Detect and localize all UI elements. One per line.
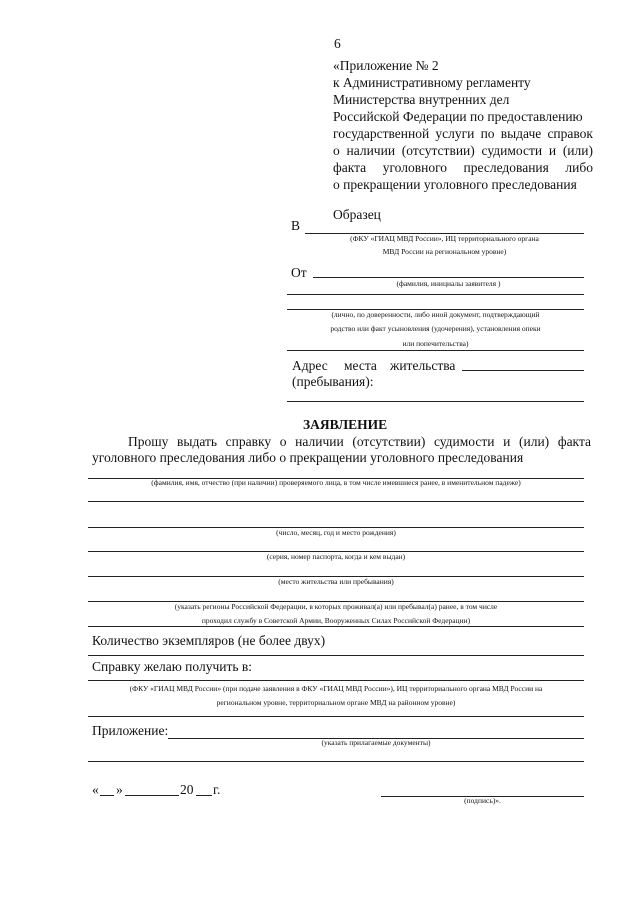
basis-caption: родство или факт усыновления (удочерения), установления опеки (330, 324, 541, 333)
address-label-word: жительства (390, 358, 456, 373)
receive-field-line[interactable] (88, 680, 584, 681)
year-prefix: 20 (180, 782, 194, 797)
to-caption: (ФКУ «ГИАЦ МВД России», ИЦ территориального органа (350, 234, 539, 243)
appendix-line: факта уголовного преследования либо (333, 160, 593, 175)
fio-caption: (фамилия, имя, отчество (при наличии) проверяемого лица, в том числе имевшиеся ранее, в именительном падеже) (151, 478, 521, 487)
from-field-line-2[interactable] (287, 294, 584, 295)
basis-caption: (лично, по доверенности, либо иной документ, подтверждающий (331, 310, 540, 319)
appendix-line: к Административному регламенту (333, 75, 531, 90)
page-number: 6 (334, 36, 341, 51)
to-label: В (291, 218, 301, 233)
receive-line-bottom (88, 716, 584, 717)
passport-caption: (серия, номер паспорта, когда и кем выдан) (266, 552, 406, 561)
basis-line-bottom (287, 350, 584, 351)
year-field-line[interactable] (196, 795, 212, 796)
statement-body: Прошу выдать справку о наличии (отсутствии) судимости и (или) факта (128, 434, 591, 449)
attachment-caption: (указать прилагаемые документы) (321, 738, 431, 747)
from-field-line[interactable] (313, 277, 584, 278)
statement-title: ЗАЯВЛЕНИЕ (303, 417, 388, 432)
appendix-line: «Приложение № 2 (333, 58, 439, 73)
to-caption: МВД России на региональном уровне) (382, 247, 507, 256)
copies-label: Количество экземпляров (не более двух) (92, 633, 326, 648)
appendix-line: о наличии (отсутствии) судимости и (или) (333, 143, 593, 158)
appendix-line: Российской Федерации по предоставлению (333, 109, 583, 124)
quote-close: » (116, 782, 123, 797)
address-label-word: Адрес (292, 358, 328, 373)
receive-caption: региональном уровне, территориальном органе МВД на районном уровне) (216, 698, 456, 707)
regions-caption: (указать регионы Российской Федерации, в которых проживал(а) или пребывал(а) ранее, в том числе (174, 602, 498, 611)
basis-caption: или попечительства) (402, 339, 469, 348)
fio-field-line-2[interactable] (88, 501, 584, 502)
regions-line-bottom (88, 626, 584, 627)
address-label-word: места (344, 358, 377, 373)
quote-open: « (92, 782, 99, 797)
from-label: От (291, 265, 307, 280)
receive-caption: (ФКУ «ГИАЦ МВД России» (при подаче заявления в ФКУ «ГИАЦ МВД России»), ИЦ территориального органа МВД России на (129, 684, 543, 693)
regions-caption: проходил службу в Советской Армии, Вооруженных Силах Российской Федерации) (201, 616, 471, 625)
address-field-line-2[interactable] (287, 401, 584, 402)
month-field-line[interactable] (125, 795, 179, 796)
sample-label: Образец (333, 207, 381, 222)
statement-body: уголовного преследования либо о прекращении уголовного преследования (92, 450, 524, 465)
attachment-field-line-2[interactable] (88, 761, 584, 762)
appendix-line: о прекращении уголовного преследования (333, 177, 577, 192)
residence-caption: (место жительства или пребывания) (278, 577, 394, 586)
appendix-line: Министерства внутренних дел (333, 92, 510, 107)
address-field-line[interactable] (462, 370, 584, 371)
appendix-line: государственной услуги по выдаче справок (333, 126, 593, 141)
address-label-2: (пребывания): (292, 374, 374, 389)
year-suffix: г. (213, 782, 221, 797)
copies-field-line[interactable] (88, 655, 584, 656)
day-field-line[interactable] (100, 795, 114, 796)
birth-caption: (число, месяц, год и место рождения) (276, 528, 396, 537)
receive-label: Справку желаю получить в: (92, 659, 253, 674)
signature-caption: (подпись)». (464, 796, 501, 805)
from-caption: (фамилия, инициалы заявителя ) (396, 279, 501, 288)
attachment-label: Приложение: (92, 723, 169, 738)
